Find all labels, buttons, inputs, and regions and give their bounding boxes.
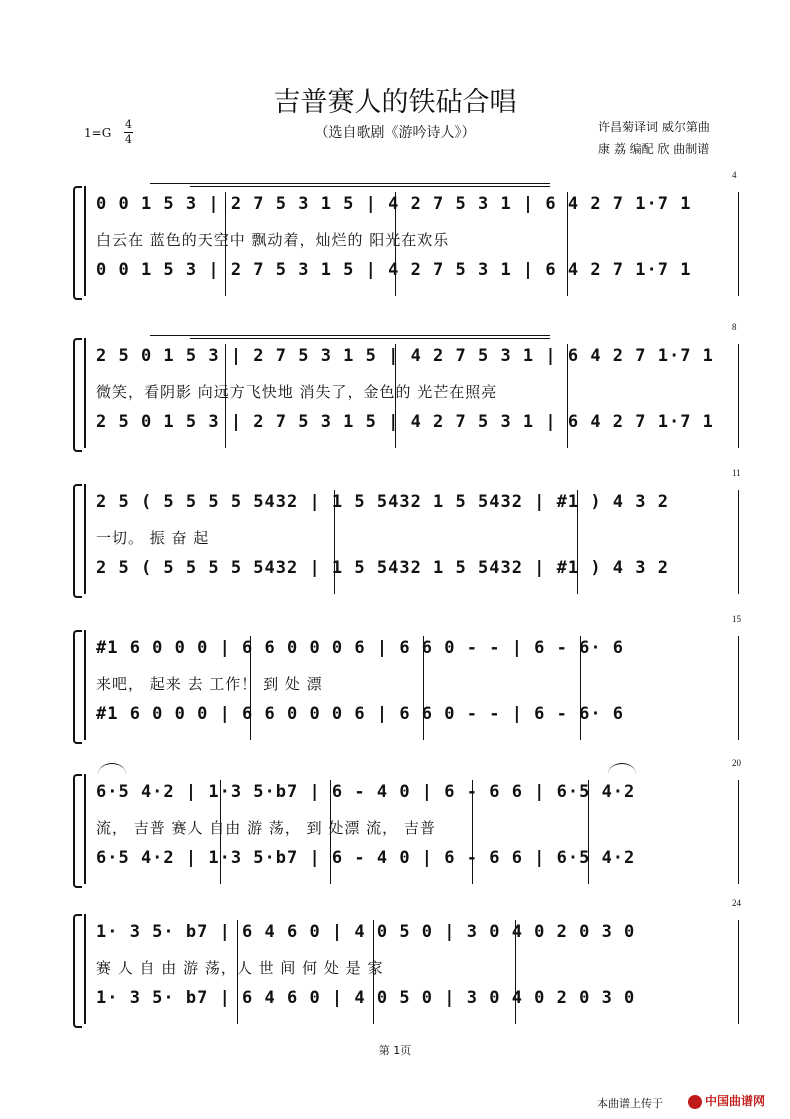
barline bbox=[738, 192, 739, 296]
system-brace bbox=[73, 630, 82, 744]
barline bbox=[738, 920, 739, 1024]
notation-row-upper: 2 5 0 1 5 3 | 2 7 5 3 1 5 | 4 2 7 5 3 1 | 6 4 2 7 1·7 1 bbox=[96, 346, 714, 366]
site-logo bbox=[688, 1092, 765, 1109]
upload-note: 本曲谱上传于 bbox=[597, 1097, 663, 1110]
notation-row-lower: 0 0 1 5 3 | 2 7 5 3 1 5 | 4 2 7 5 3 1 | 6 4 2 7 1·7 1 bbox=[96, 260, 692, 280]
system-start-line bbox=[84, 914, 86, 1024]
barline bbox=[738, 490, 739, 594]
lyrics-row: 赛 人 自 由 游 荡，人 世 间 何 处 是 家 bbox=[96, 959, 384, 977]
barline bbox=[738, 344, 739, 448]
meter-bottom: 4 bbox=[125, 133, 132, 146]
notation-row-lower: #1 6 0 0 0 | 6 6 0 0 0 6 | 6 6 0 - - | 6 - 6· 6 bbox=[96, 704, 625, 724]
notation-row-lower: 2 5 ( 5 5 5 5 5432 | 1 5 5432 1 5 5432 | #1 ) 4 3 2 bbox=[96, 558, 669, 578]
page-number: 第 1页 bbox=[378, 1044, 412, 1057]
song-title: 吉普赛人的铁砧合唱 bbox=[273, 87, 517, 118]
song-subtitle: （选自歌剧《游吟诗人》） bbox=[314, 125, 476, 141]
key-signature: 1=G bbox=[84, 126, 112, 140]
lyrics-row: 微笑，看阴影 向远方飞快地 消失了，金色的 光芒在照亮 bbox=[96, 383, 498, 401]
barline bbox=[738, 780, 739, 884]
beam-line bbox=[190, 186, 550, 187]
system-start-line bbox=[84, 630, 86, 740]
measure-number: 24 bbox=[732, 898, 741, 908]
measure-number: 4 bbox=[732, 170, 737, 180]
measure-number: 8 bbox=[732, 322, 737, 332]
meter-top: 4 bbox=[125, 118, 132, 131]
measure-number: 15 bbox=[732, 614, 741, 624]
system-brace bbox=[73, 186, 82, 300]
notation-row-upper: 2 5 ( 5 5 5 5 5432 | 1 5 5432 1 5 5432 | #1 ) 4 3 2 bbox=[96, 492, 669, 512]
system-brace bbox=[73, 484, 82, 598]
barline bbox=[738, 636, 739, 740]
system-start-line bbox=[84, 338, 86, 448]
credit-lyrics-composer: 许昌菊译词 威尔第曲 bbox=[598, 120, 710, 134]
beam-line bbox=[150, 183, 550, 184]
notation-row-lower: 2 5 0 1 5 3 | 2 7 5 3 1 5 | 4 2 7 5 3 1 | 6 4 2 7 1·7 1 bbox=[96, 412, 714, 432]
system-start-line bbox=[84, 484, 86, 594]
beam-line bbox=[150, 335, 550, 336]
notation-row-upper: 6·5 4·2 | 1·3 5·b7 | 6 - 4 0 | 6 - 6 6 | 6·5 4·2 bbox=[96, 782, 636, 802]
system-start-line bbox=[84, 774, 86, 884]
lyrics-row: 流， 吉普 赛人 自由 游 荡， 到 处漂 流， 吉普 bbox=[96, 819, 436, 837]
site-name: 中国曲谱网 bbox=[705, 1094, 766, 1108]
lyrics-row: 来吧， 起来 去 工作！ 到 处 漂 bbox=[96, 675, 323, 693]
lyrics-row: 白云在 蓝色的天空中 飘动着，灿烂的 阳光在欢乐 bbox=[96, 231, 450, 249]
system-start-line bbox=[84, 186, 86, 296]
logo-mark-icon bbox=[688, 1095, 702, 1109]
notation-row-upper: #1 6 0 0 0 | 6 6 0 0 0 6 | 6 6 0 - - | 6 - 6· 6 bbox=[96, 638, 625, 658]
system-brace bbox=[73, 914, 82, 1028]
notation-row-lower: 6·5 4·2 | 1·3 5·b7 | 6 - 4 0 | 6 - 6 6 | 6·5 4·2 bbox=[96, 848, 636, 868]
notation-row-lower: 1· 3 5· b7 | 6 4 6 0 | 4 0 5 0 | 3 0 4 0 2 0 3 0 bbox=[96, 988, 636, 1008]
lyrics-row: 一切。 振 奋 起 bbox=[96, 529, 210, 547]
system-brace bbox=[73, 338, 82, 452]
tie-slur bbox=[608, 763, 636, 774]
tie-slur bbox=[98, 763, 126, 774]
time-signature bbox=[124, 118, 133, 147]
measure-number: 11 bbox=[732, 468, 741, 478]
notation-row-upper: 1· 3 5· b7 | 6 4 6 0 | 4 0 5 0 | 3 0 4 0 2 0 3 0 bbox=[96, 922, 636, 942]
notation-row-upper: 0 0 1 5 3 | 2 7 5 3 1 5 | 4 2 7 5 3 1 | 6 4 2 7 1·7 1 bbox=[96, 194, 692, 214]
system-brace bbox=[73, 774, 82, 888]
beam-line bbox=[190, 338, 550, 339]
measure-number: 20 bbox=[732, 758, 741, 768]
credit-arranger: 康 荔 编配 欣 曲制谱 bbox=[598, 142, 710, 156]
